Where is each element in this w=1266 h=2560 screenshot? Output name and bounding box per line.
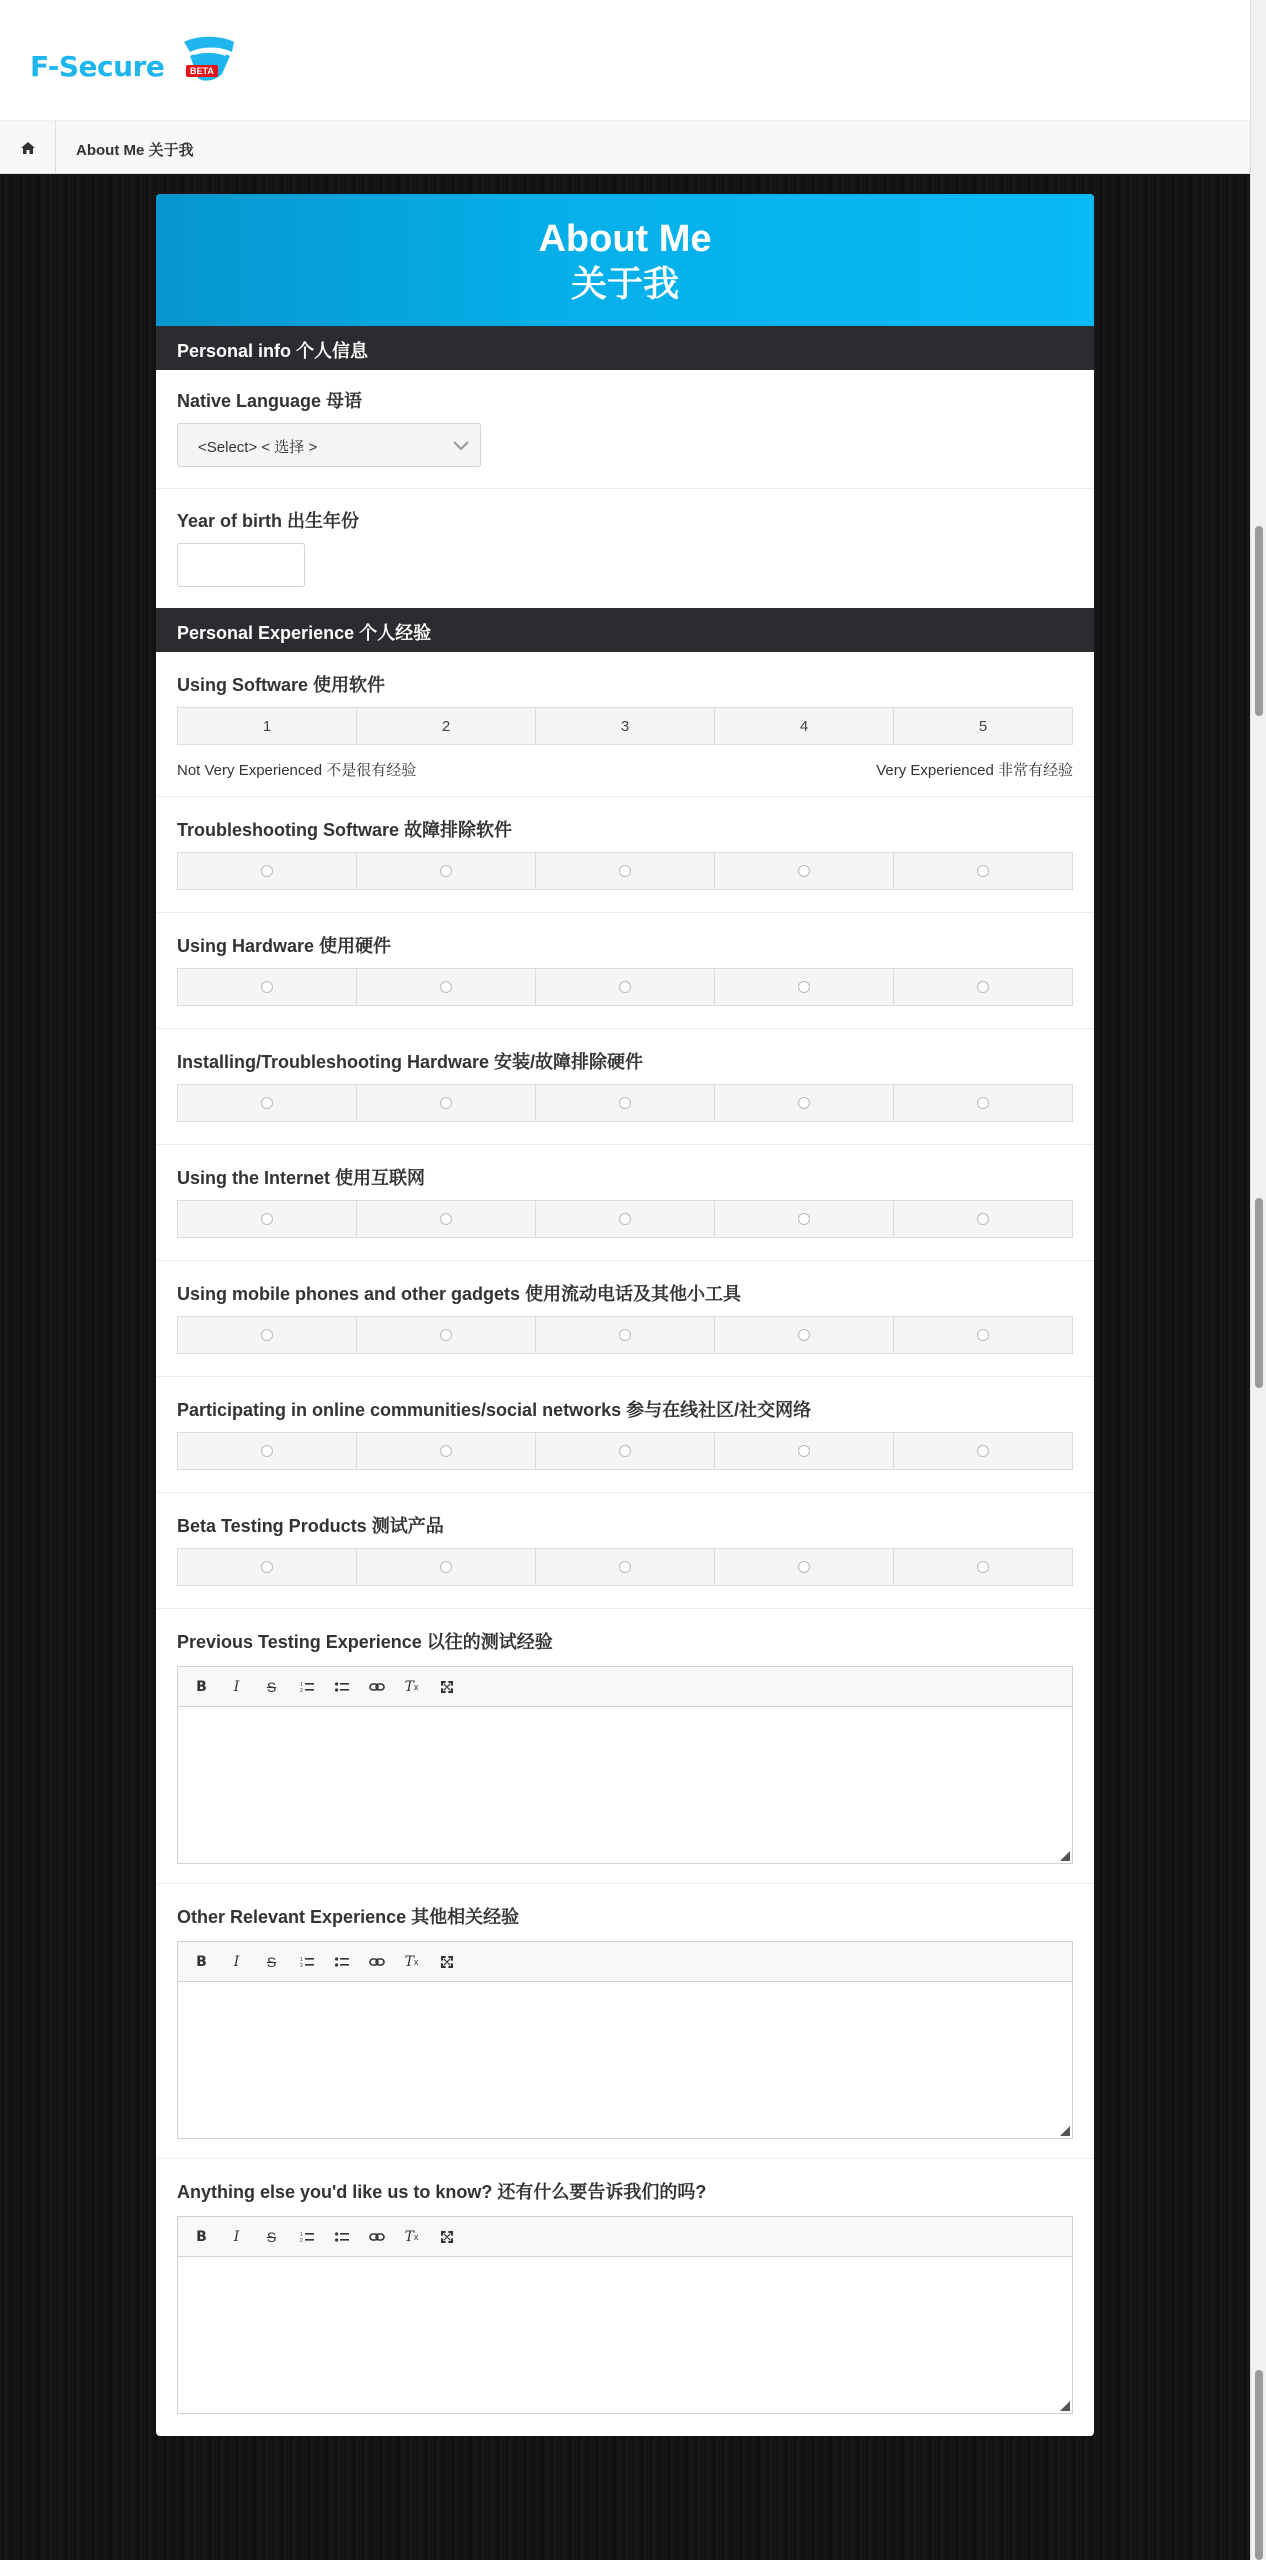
rating-option[interactable] xyxy=(536,1433,715,1469)
editor-toolbar xyxy=(178,1942,1072,1982)
editor-textarea[interactable] xyxy=(178,1982,1072,2138)
page-title: About Me xyxy=(538,218,712,260)
question-label: Installing/Troubleshooting Hardware 安装/故障排除硬件 xyxy=(177,1052,644,1072)
editor-field xyxy=(156,2159,1094,2434)
resize-grip-icon[interactable] xyxy=(1060,2126,1070,2136)
radio-button[interactable] xyxy=(977,981,989,993)
radio-button[interactable] xyxy=(440,1445,452,1457)
brand-name: F-Secure xyxy=(30,50,165,83)
question-label: Troubleshooting Software 故障排除软件 xyxy=(177,820,513,840)
native-language-label: Native Language 母语 xyxy=(177,391,363,411)
rating-option[interactable] xyxy=(357,1201,536,1237)
rating-option[interactable] xyxy=(178,1549,357,1585)
numbered-list-icon[interactable] xyxy=(289,2222,324,2252)
radio-button[interactable] xyxy=(261,1445,273,1457)
scale-header-cell[interactable]: 5 xyxy=(978,717,988,735)
italic-icon[interactable]: I xyxy=(233,1953,240,1970)
bullet-list-icon[interactable] xyxy=(324,2222,359,2252)
link-icon[interactable] xyxy=(359,2222,394,2252)
radio-button[interactable] xyxy=(977,1561,989,1573)
clear-format-icon[interactable]: T x xyxy=(404,1953,419,1970)
rating-scale xyxy=(177,707,1073,745)
page-scrollbar[interactable] xyxy=(1250,0,1266,2560)
beta-badge: BETA xyxy=(186,65,218,77)
editor-label: Previous Testing Experience 以往的测试经验 xyxy=(177,1632,553,1652)
radio-button[interactable] xyxy=(798,1561,810,1573)
question-item xyxy=(156,1493,1094,1609)
rating-scale xyxy=(177,1200,1073,1238)
question-item xyxy=(156,1377,1094,1493)
radio-button[interactable] xyxy=(619,1329,631,1341)
radio-button[interactable] xyxy=(619,1097,631,1109)
radio-button[interactable] xyxy=(440,1097,452,1109)
radio-button[interactable] xyxy=(261,1097,273,1109)
rich-text-editor xyxy=(177,2216,1073,2414)
year-of-birth-label: Year of birth 出生年份 xyxy=(177,511,360,531)
radio-button[interactable] xyxy=(261,981,273,993)
link-icon[interactable] xyxy=(359,1947,394,1977)
rating-option[interactable] xyxy=(178,969,357,1005)
rating-option[interactable] xyxy=(536,1085,715,1121)
rating-option[interactable] xyxy=(894,853,1072,889)
bullet-list-icon[interactable] xyxy=(324,1672,359,1702)
rating-scale xyxy=(177,1432,1073,1470)
rating-option[interactable] xyxy=(894,969,1072,1005)
rating-option[interactable] xyxy=(178,853,357,889)
radio-button[interactable] xyxy=(261,1329,273,1341)
editor-textarea[interactable] xyxy=(178,1707,1072,1863)
breadcrumb-current: About Me 关于我 xyxy=(76,142,194,159)
radio-button[interactable] xyxy=(798,1445,810,1457)
rating-option[interactable] xyxy=(357,853,536,889)
strikethrough-icon[interactable]: S xyxy=(266,1678,277,1695)
question-label: Using the Internet 使用互联网 xyxy=(177,1168,426,1188)
fullscreen-icon[interactable] xyxy=(429,2222,464,2252)
radio-button[interactable] xyxy=(977,1445,989,1457)
rating-option[interactable] xyxy=(178,1085,357,1121)
home-icon xyxy=(21,142,35,154)
rating-option[interactable] xyxy=(357,1549,536,1585)
question-item xyxy=(156,1261,1094,1377)
radio-button[interactable] xyxy=(619,981,631,993)
question-item xyxy=(156,652,1094,797)
clear-format-icon[interactable]: T x xyxy=(404,1678,419,1695)
scale-low-label: Not Very Experienced 不是很有经验 xyxy=(177,762,417,779)
rating-option[interactable] xyxy=(715,853,894,889)
breadcrumb xyxy=(0,120,1250,174)
logo-swoosh-icon xyxy=(154,34,238,86)
section-personal-info: Personal info 个人信息 xyxy=(156,326,1094,370)
resize-grip-icon[interactable] xyxy=(1060,2401,1070,2411)
svg-text:1: 1 xyxy=(299,2231,303,2238)
radio-button[interactable] xyxy=(440,865,452,877)
rating-option[interactable] xyxy=(536,969,715,1005)
radio-button[interactable] xyxy=(440,1329,452,1341)
svg-text:2: 2 xyxy=(299,1687,303,1693)
bold-icon[interactable]: B xyxy=(196,2228,207,2245)
rating-scale xyxy=(177,1316,1073,1354)
rating-option[interactable] xyxy=(536,1201,715,1237)
editor-label: Other Relevant Experience 其他相关经验 xyxy=(177,1907,520,1927)
strikethrough-icon[interactable]: S xyxy=(266,1953,277,1970)
rating-option[interactable] xyxy=(715,1317,894,1353)
scale-header-cell[interactable]: 1 xyxy=(178,708,357,744)
editor-field xyxy=(156,1884,1094,2159)
home-button[interactable] xyxy=(0,121,56,174)
editor-field xyxy=(156,1609,1094,1884)
radio-button[interactable] xyxy=(261,1561,273,1573)
resize-grip-icon[interactable] xyxy=(1060,1851,1070,1861)
question-item xyxy=(156,797,1094,913)
rating-option[interactable] xyxy=(536,853,715,889)
radio-button[interactable] xyxy=(619,865,631,877)
rating-option[interactable] xyxy=(894,1085,1072,1121)
fullscreen-icon[interactable] xyxy=(429,1672,464,1702)
scroll-thumb[interactable] xyxy=(1255,526,1263,716)
numbered-list-icon[interactable] xyxy=(289,1672,324,1702)
scale-legend xyxy=(177,759,1073,780)
editor-textarea[interactable] xyxy=(178,2257,1072,2413)
italic-icon[interactable]: I xyxy=(233,1678,240,1695)
radio-button[interactable] xyxy=(798,1213,810,1225)
editor-toolbar xyxy=(178,1667,1072,1707)
radio-button[interactable] xyxy=(440,1213,452,1225)
rating-option[interactable] xyxy=(178,1433,357,1469)
rating-option[interactable] xyxy=(715,1085,894,1121)
bold-icon[interactable]: B xyxy=(196,1953,207,1970)
about-me-form xyxy=(156,194,1094,2436)
scale-header-cell[interactable]: 3 xyxy=(536,708,715,744)
rating-option[interactable] xyxy=(715,1201,894,1237)
rating-option[interactable] xyxy=(894,1201,1072,1237)
radio-button[interactable] xyxy=(977,1329,989,1341)
rating-option[interactable] xyxy=(357,969,536,1005)
radio-button[interactable] xyxy=(798,981,810,993)
native-language-field xyxy=(156,370,1094,489)
rating-scale xyxy=(177,1084,1073,1122)
section-personal-experience: Personal Experience 个人经验 xyxy=(156,608,1094,652)
question-item xyxy=(156,1029,1094,1145)
radio-button[interactable] xyxy=(798,1329,810,1341)
link-icon[interactable] xyxy=(359,1672,394,1702)
fsecure-logo[interactable] xyxy=(28,30,228,90)
radio-button[interactable] xyxy=(440,1561,452,1573)
radio-button[interactable] xyxy=(619,1213,631,1225)
svg-text:1: 1 xyxy=(299,1956,303,1963)
radio-button[interactable] xyxy=(977,865,989,877)
rating-option[interactable] xyxy=(715,1433,894,1469)
rating-option[interactable] xyxy=(894,1549,1072,1585)
bold-icon[interactable]: B xyxy=(196,1678,207,1695)
scale-high-label: Very Experienced 非常有经验 xyxy=(876,762,1073,779)
question-label: Using Hardware 使用硬件 xyxy=(177,936,392,956)
radio-button[interactable] xyxy=(798,1097,810,1109)
question-label: Using mobile phones and other gadgets 使用流动电话及其他小工具 xyxy=(177,1284,742,1304)
rating-option[interactable] xyxy=(357,1433,536,1469)
year-of-birth-input[interactable] xyxy=(177,543,305,587)
rating-option[interactable] xyxy=(357,1317,536,1353)
rating-option[interactable] xyxy=(536,1549,715,1585)
rating-scale xyxy=(177,852,1073,890)
editor-label: Anything else you'd like us to know? 还有什么要告诉我们的吗? xyxy=(177,2182,707,2202)
text-editors xyxy=(156,1609,1094,2434)
scroll-thumb[interactable] xyxy=(1255,1198,1263,1388)
question-item xyxy=(156,1145,1094,1261)
question-label: Beta Testing Products 测试产品 xyxy=(177,1516,444,1536)
radio-button[interactable] xyxy=(977,1213,989,1225)
year-of-birth-field xyxy=(156,489,1094,608)
radio-button[interactable] xyxy=(977,1097,989,1109)
native-language-value: <Select> < 选择 > xyxy=(198,439,318,456)
scale-header-cell[interactable]: 4 xyxy=(715,708,894,744)
radio-button[interactable] xyxy=(798,865,810,877)
radio-button[interactable] xyxy=(619,1445,631,1457)
svg-text:2: 2 xyxy=(299,1962,303,1968)
page-subtitle: 关于我 xyxy=(570,263,679,304)
rich-text-editor xyxy=(177,1941,1073,2139)
radio-button[interactable] xyxy=(440,981,452,993)
clear-format-icon[interactable]: T x xyxy=(404,2228,419,2245)
rating-option[interactable] xyxy=(715,1549,894,1585)
site-header xyxy=(0,0,1250,120)
bullet-list-icon[interactable] xyxy=(324,1947,359,1977)
rating-scale xyxy=(177,1548,1073,1586)
rich-text-editor xyxy=(177,1666,1073,1864)
rating-option[interactable] xyxy=(357,1085,536,1121)
svg-text:2: 2 xyxy=(299,2237,303,2243)
form-header xyxy=(156,194,1094,326)
numbered-list-icon[interactable] xyxy=(289,1947,324,1977)
radio-button[interactable] xyxy=(619,1561,631,1573)
editor-toolbar xyxy=(178,2217,1072,2257)
rating-option[interactable] xyxy=(178,1317,357,1353)
radio-button[interactable] xyxy=(261,1213,273,1225)
radio-button[interactable] xyxy=(261,865,273,877)
rating-option[interactable] xyxy=(894,1317,1072,1353)
chevron-down-icon xyxy=(452,436,470,454)
question-label: Using Software 使用软件 xyxy=(177,675,386,695)
fullscreen-icon[interactable] xyxy=(429,1947,464,1977)
experience-questions xyxy=(156,652,1094,1609)
rating-option[interactable] xyxy=(894,1433,1072,1469)
svg-text:1: 1 xyxy=(299,1681,303,1688)
scale-header-cell[interactable]: 2 xyxy=(357,708,536,744)
question-item xyxy=(156,913,1094,1029)
rating-option[interactable] xyxy=(178,1201,357,1237)
question-label: Participating in online communities/social networks 参与在线社区/社交网络 xyxy=(177,1400,812,1420)
rating-option[interactable] xyxy=(536,1317,715,1353)
italic-icon[interactable]: I xyxy=(233,2228,240,2245)
scroll-thumb[interactable] xyxy=(1255,2370,1263,2560)
native-language-select[interactable] xyxy=(177,423,481,467)
rating-option[interactable] xyxy=(715,969,894,1005)
rating-scale xyxy=(177,968,1073,1006)
strikethrough-icon[interactable]: S xyxy=(266,2228,277,2245)
